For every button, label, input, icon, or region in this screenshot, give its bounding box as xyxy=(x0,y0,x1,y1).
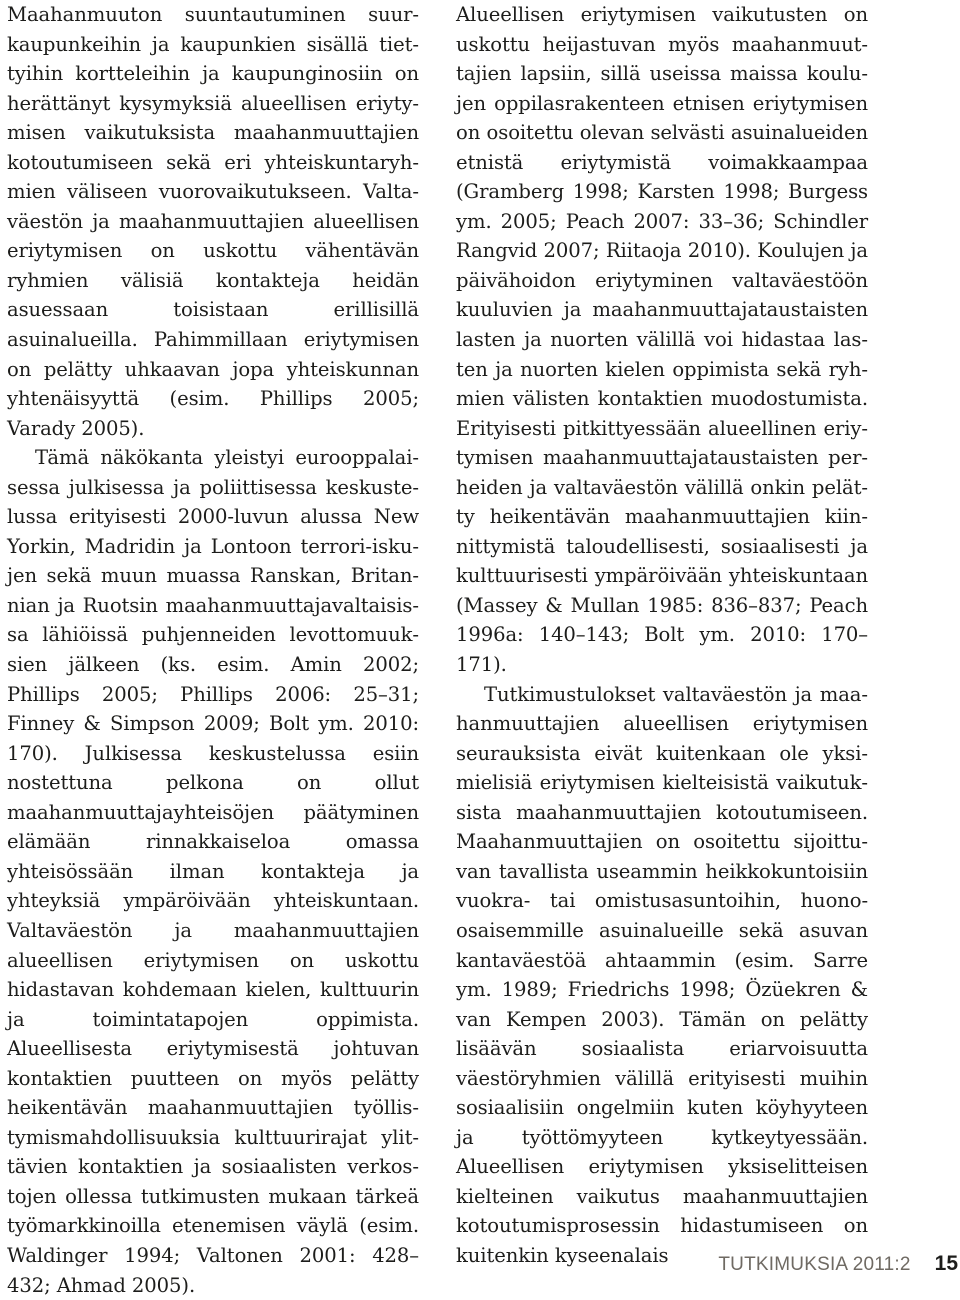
paragraph: Tämä näkökanta yleistyi eurooppalaisessa julkisessa ja poliittisessa keskustelussa erityisesti 2000-luvun alussa New Yorkin, Madridin ja Lontoon terrori-iskujen sekä muun muassa Ranskan, Britannian ja Ruotsin maahanmuuttajavaltaisissa lähiöissä puhjenneiden levottomuuksien jälkeen (ks. esim. Amin 2002; Phillips 2005; Phillips 2006: 25–31; Finney & Simpson 2009; Bolt ym. 2010: 170). Julkisessa keskustelussa esiin nostettuna pelkona on ollut maahanmuuttajayhteisöjen päätyminen elämään rinnakkaiseloa omassa yhteisössään ilman kontakteja ja yhteyksiä ympäröivään yhteiskuntaan. Valtaväestön ja maahanmuuttajien alueellisen eriytymisen on uskottu hidastavan kohdemaan kielen, kulttuurin ja toimintatapojen oppimista. Alueellisesta eriytymisestä johtuvan kontaktien puutteen on myös pelätty heikentävän maahanmuuttajien työllistymismahdollisuuksia kulttuurirajat ylittävien kontaktien ja sosiaalisten verkostojen ollessa tutkimusten mukaan tärkeä työmarkkinoilla etenemisen väylä (esim. Waldinger 1994; Valtonen 2001: 428–432; Ahmad 2005). xyxy=(7,446,419,1297)
journal-name: TUTKIMUKSIA 2011:2 xyxy=(718,1254,911,1275)
paragraph: Alueellisen eriytymisen vaikutusten on uskottu heijastuvan myös maahanmuuttajien lapsiin, sillä useissa maissa koulujen oppilasrakenteen etnisen eriytymisen on osoitettu olevan selvästi asuinalueiden etnistä eriytymistä voimakkaampaa (Gramberg 1998; Karsten 1998; Burgess ym. 2005; Peach 2007: 33–36; Schindler Rangvid 2007; Riitaoja 2010). Koulujen ja päivähoidon eriytyminen valtaväestöön kuuluvien ja maahanmuuttajataustaisten lasten ja nuorten välillä voi hidastaa lasten ja nuorten kielen oppimista sekä ryhmien välisten kontaktien muodostumista. Erityisesti pitkittyessään alueellinen eriytymisen maahanmuuttajataustaisten perheiden ja valtaväestön välillä onkin pelätty heikentävän maahanmuuttajien kiinnittymistä taloudellisesti, sosiaalisesti ja kulttuurisesti ympäröivään yhteiskuntaan (Massey & Mullan 1985: 836–837; Peach 1996a: 140–143; Bolt ym. 2010: 170–171). xyxy=(456,3,868,677)
page-number: 15 xyxy=(934,1252,958,1275)
paragraph: Tutkimustulokset valtaväestön ja maahanmuuttajien alueellisen eriytymisen seurauksista eivät kuitenkaan ole yksimielisiä eriytymisen kielteisistä vaikutuksista maahanmuuttajien kotoutumiseen. Maahanmuuttajien on osoitettu sijoittuvan tavallista useammin heikkokuntoisiin vuokra- tai omistusasuntoihin, huono-osaisemmille asuinalueille sekä asuvan kantaväestöä ahtaammin (esim. Sarre ym. 1989; Friedrichs 1998; Özüekren & van Kempen 2003). Tämän on pelätty lisäävän sosiaalista eriarvoisuutta väestöryhmien välillä erityisesti muihin sosiaalisiin ongelmiin kuten köyhyyteen ja työttömyyteen kytkeytyessään. Alueellisen eriytymisen yksiselitteisen kielteinen vaikutus maahanmuuttajien kotoutumisprosessin hidastumiseen on kuitenkin kyseenalais xyxy=(456,682,868,1267)
paragraph: Maahanmuuton suuntautuminen suurkaupunkeihin ja kaupunkien sisällä tiettyihin kortteleihin ja kaupunginosiin on herättänyt kysymyksiä alueellisen eriytymisen vaikutuksista maahanmuuttajien kotoutumiseen sekä eri yhteiskuntaryhmien väliseen vuorovaikutukseen. Valtaväestön ja maahanmuuttajien alueellisen eriytymisen on uskottu vähentävän ryhmien välisiä kontakteja heidän asuessaan toisistaan erillisillä asuinalueilla. Pahimmillaan eriytymisen on pelätty uhkaavan jopa yhteiskunnan yhtenäisyyttä (esim. Phillips 2005; Varady 2005). xyxy=(7,3,419,440)
page-footer xyxy=(718,1252,958,1282)
right-column xyxy=(456,0,868,1271)
left-column xyxy=(7,0,419,1300)
